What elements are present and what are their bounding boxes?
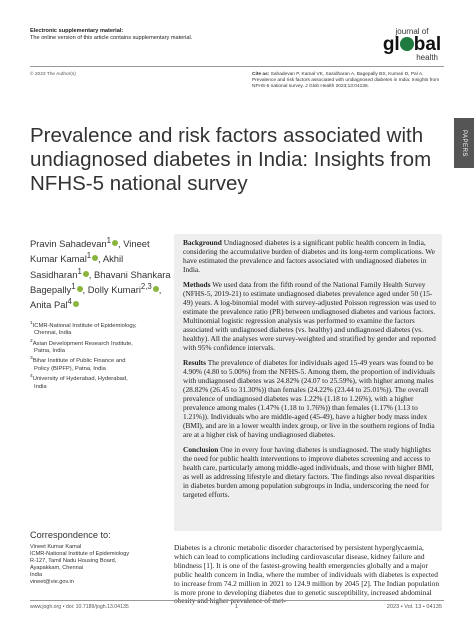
intro-paragraph: Diabetes is a chronic metabolic disorder characterised by persistent hyperglycaemia, which can lead to complications including cardiovascular disease, kidney failure and blindness [1]. It is one of the fastest-growing health emergencies globally and a major public health concern in India, where the number of individuals with diabetes is expected to increase from 74.2 million in 2021 to 124.9 million by 2045 [2]. The Indian population is more prone to developing diabetes due to genetic susceptibility, increased abdominal: [174, 543, 440, 597]
footer-divider: [30, 600, 444, 601]
abstract-methods: Methods We used data from the fifth round of the National Family Health Survey (NFHS-5, 2019-21) to estimate undiagnosed diabetes prevalence aged under 50 (15-49) years. A log-binomial model with survey-adjusted Poisson regression was used to estimate the prevalence ratio (PR) between undiagnosed diabetes and various factors. Multinomial logistic regression analysis was performed to examine the factors associated with undiagnosed diabetes (vs. healthy) and undiagnosed diabetes (vs. healthy). All the analyses were survey-weighted and stratified by gender and reported with 95% confidence intervals.: [183, 280, 436, 352]
author[interactable]: Akhil Sasidharan$^1$: [30, 253, 124, 280]
copyright: © 2023 The Author(s): [30, 72, 76, 77]
author-list: Pravin Sahadevan$^1$ , Vineet Kumar Kamal$^1$ , Akhil Sasidharan$^1$ , Bhavani Shankara Bagepally$^1$ , Dolly Kumari$^{2,3}$ , Anita Pal$^4$: [30, 236, 171, 311]
logo-bottom: health: [416, 53, 438, 62]
orcid-icon[interactable]: [112, 240, 118, 246]
footer-volume: 2023 • Vol. 13 • 04135: [386, 604, 442, 610]
footer-doi[interactable]: www.jogh.org • doi: 10.7189/jogh.13.04135: [30, 604, 129, 610]
affiliation: $^1$ICMR-National Institute of Epidemiology, Chennai, India: [30, 321, 137, 337]
orcid-icon[interactable]: [73, 301, 79, 307]
author[interactable]: Anita Pal$^4$: [30, 299, 79, 310]
logo-top: journal of: [395, 27, 429, 36]
supplementary-title: Electronic supplementary material:: [30, 28, 124, 34]
author[interactable]: Vineet Kumar Kamal$^1$: [30, 238, 150, 265]
affiliation: $^3$Bihar Institute of Public Finance and Policy (BIPFP), Patna, India: [30, 356, 126, 372]
citation-text: Sahadevan P, Kamal VK, Sasidharan A, Bagepally BS, Kumari D, Pal A. Prevalence and risk factors associated with undiagnosed diabetes in India: Insights from NFHS-5 national survey. J Glob Health 2023;13:04135.: [252, 72, 440, 89]
correspondence-details: Vineet Kumar Kamal ICMR-National Institute of Epidemiology R-127, Tamil Nadu Housing Board, Ayapakkam, Chennai India vineet@vie.gov.in: [30, 544, 160, 585]
orcid-icon[interactable]: [77, 286, 83, 292]
author[interactable]: Bhavani Shankara Bagepally$^1$: [30, 268, 171, 296]
abstract-results: Results The prevalence of diabetes for individuals aged 15-49 years was found to be 4.90% (4.80 to 5.00%) from the NFHS-5. Among them, the proportion of individuals with undiagnosed diabetes was 24.82% (24.07 to 25.59%), with higher among males (28.82% (26.45 to 31.30%)) than females (24.22% (23.44 to 25.01%)). The overall prevalence of undiagnosed diabetes was 1.22% (1.18 to 1.26%), with a higher prevalence among males (1.47% (1.18 to 1.76%)) than females (1.17% (1.13 to 1.21%)). Individuals who are middle-aged (45-49), have a higher body mass index (BMI), and are in a lower wealth index group, or live in the southern regions of India are at a higher risk of having undiagnosed diabetes.: [183, 358, 435, 439]
globe-icon: [400, 37, 414, 51]
correspondence-email[interactable]: vineet@vie.gov.in: [30, 578, 74, 585]
affiliation: $^2$Asian Development Research Institute, Patna, India: [30, 338, 133, 355]
abstract: [183, 238, 438, 505]
page-number: 1: [235, 604, 239, 610]
author[interactable]: Pravin Sahadevan$^1$: [30, 238, 118, 249]
article-title: Prevalence and risk factors associated with undiagnosed diabetes in India: Insights from NFHS-5 national survey: [30, 124, 432, 195]
section-tab: PAPERS: [454, 118, 474, 168]
supplementary-note: [30, 28, 192, 42]
affiliations: [30, 320, 150, 391]
affiliation: $^4$University of Hyderabad, Hyderabad, India: [30, 374, 128, 390]
supplementary-text: The online version of this article contains supplementary material.: [30, 35, 193, 41]
logo-main: gl bal: [382, 34, 442, 55]
orcid-icon[interactable]: [92, 255, 98, 261]
orcid-icon[interactable]: [83, 271, 89, 277]
citation: [252, 72, 444, 90]
author[interactable]: Dolly Kumari$^{2,3}$: [88, 284, 159, 295]
citation-label: Cite as:: [252, 72, 270, 77]
orcid-icon[interactable]: [153, 286, 159, 292]
correspondence-heading: Correspondence to:: [30, 530, 111, 540]
header-divider: [30, 66, 444, 67]
journal-logo: [382, 28, 442, 62]
abstract-background: Background Undiagnosed diabetes is a significant public health concern in India, considering the accumulative burden of diabetes and its long-term complications. We have estimated the prevalence and factors associated with undiagnosed diabetes in India.: [183, 238, 435, 274]
abstract-conclusion: Conclusion One in every four having diabetes is undiagnosed. The study highlights the need for public health interventions to improve diabetes screening and access to health care, particularly among middle-aged individuals, and those with higher BMI, as well as addressing lifestyle and dietary factors. The findings also reveal disparities in diabetes burden among population subgroups in India, underscoring the need for targeted efforts.: [183, 445, 435, 499]
